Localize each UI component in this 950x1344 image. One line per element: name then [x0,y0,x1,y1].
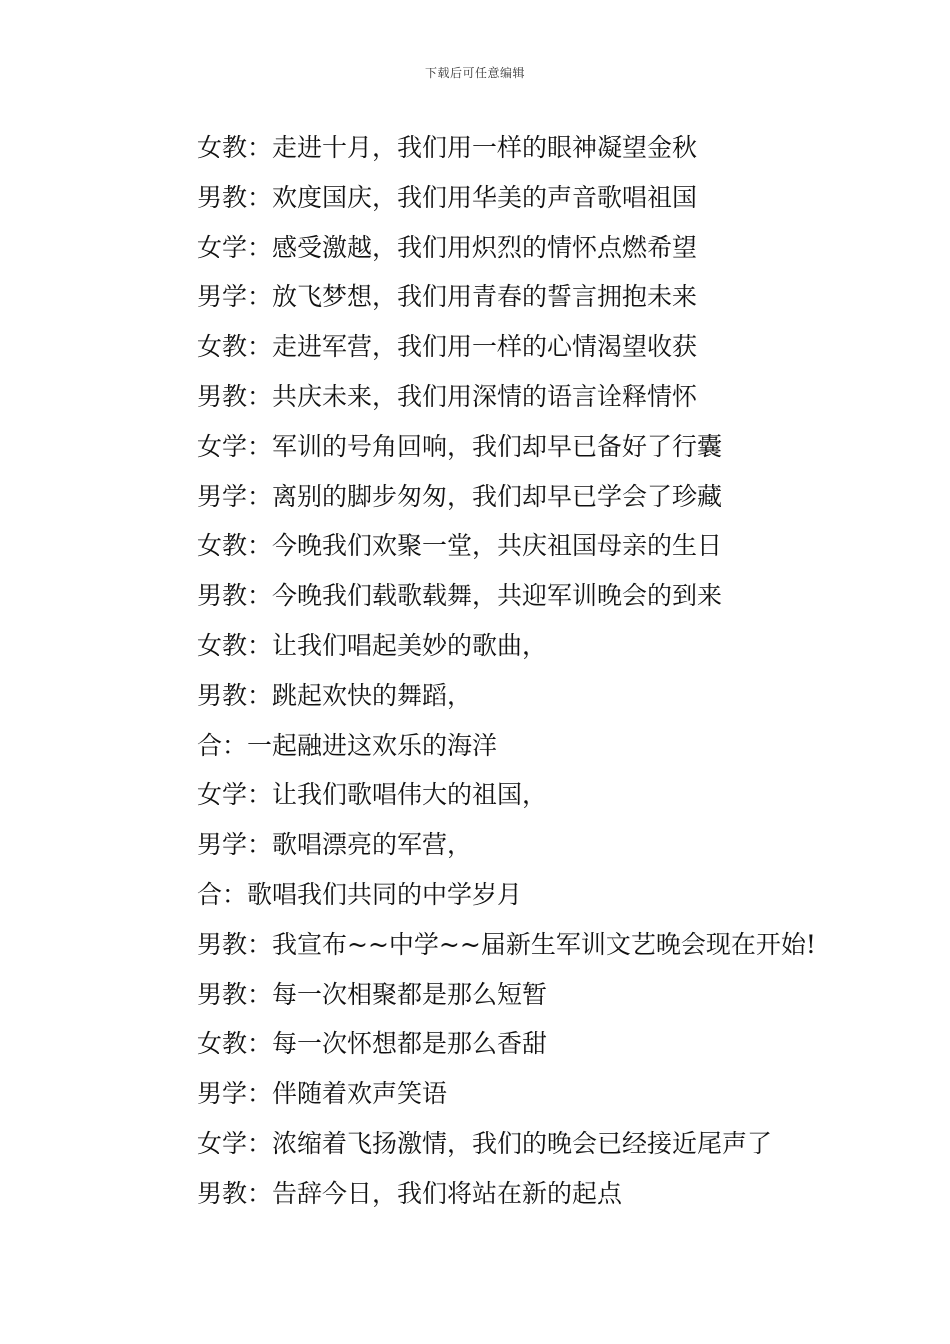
speaker-separator: ： [247,830,273,860]
script-line [197,277,897,327]
speaker-label: 男教 [197,182,248,212]
speaker-separator: ： [247,282,273,312]
speaker-separator: ： [247,780,273,810]
speaker-separator: ： [247,680,273,710]
speaker-label: 女教 [197,332,248,362]
script-line [197,526,897,576]
speaker-label: 男教 [197,581,248,611]
script-line [197,775,897,825]
script-line [197,1174,897,1224]
speaker-separator: ： [247,979,273,1009]
script-line [197,377,897,427]
line-text: 一起融进这欢乐的海洋 [247,730,498,760]
speaker-label: 男教 [197,680,248,710]
line-text: 离别的脚步匆匆，我们却早已学会了珍藏 [272,481,723,511]
speaker-label: 男教 [197,979,248,1009]
line-text: 让我们唱起美妙的歌曲， [272,630,548,660]
speaker-separator: ： [247,630,273,660]
speaker-label: 男教 [197,929,248,959]
speaker-separator: ： [247,1079,273,1109]
line-text: 告辞今日，我们将站在新的起点 [272,1178,623,1208]
script-line [197,925,897,975]
speaker-label: 女学 [197,232,248,262]
speaker-label: 女学 [197,1128,248,1158]
script-line [197,228,897,278]
script-line [197,178,897,228]
script-line [197,1024,897,1074]
line-text: 走进十月，我们用一样的眼神凝望金秋 [272,133,698,162]
speaker-label: 合 [197,879,223,909]
speaker-label: 合 [197,730,223,760]
line-text: 共庆未来，我们用深情的语言诠释情怀 [272,381,698,411]
script-line [197,477,897,527]
speaker-separator: ： [247,581,273,611]
speaker-label: 男教 [197,381,248,411]
speaker-label: 女教 [197,531,248,561]
line-text: 放飞梦想，我们用青春的誓言拥抱未来 [272,282,698,312]
line-text: 歌唱我们共同的中学岁月 [247,879,523,909]
speaker-separator: ： [247,332,273,362]
speaker-label: 女教 [197,133,248,162]
script-line [197,975,897,1025]
script-line [197,676,897,726]
page-header: 下载后可任意编辑 [424,66,525,80]
line-text: 今晚我们欢聚一堂，共庆祖国母亲的生日 [272,531,723,561]
line-text: 今晚我们载歌载舞，共迎军训晚会的到来 [272,581,723,611]
speaker-label: 女教 [197,630,248,660]
line-text: 伴随着欢声笑语 [272,1079,448,1109]
line-text: 让我们歌唱伟大的祖国， [272,780,548,810]
speaker-separator: ： [247,481,273,511]
line-text: 走进军营，我们用一样的心情渴望收获 [272,332,698,362]
speaker-separator: ： [247,133,273,162]
script-line [197,1074,897,1124]
speaker-separator: ： [247,182,273,212]
speaker-separator: ： [247,929,273,959]
line-text: 欢度国庆，我们用华美的声音歌唱祖国 [272,182,698,212]
script-line [197,576,897,626]
script-line [197,825,897,875]
speaker-label: 女学 [197,780,248,810]
line-text: 每一次怀想都是那么香甜 [272,1029,548,1059]
script-line [197,626,897,676]
speaker-label: 男学 [197,830,248,860]
speaker-label: 女教 [197,1029,248,1059]
line-text: 浓缩着飞扬激情，我们的晚会已经接近尾声了 [272,1128,773,1158]
speaker-separator: ： [222,879,248,909]
line-text: 感受激越，我们用炽烈的情怀点燃希望 [272,232,698,262]
speaker-label: 女学 [197,431,248,461]
speaker-label: 男学 [197,481,248,511]
script-line [197,726,897,776]
speaker-label: 男教 [197,1178,248,1208]
script-line [197,128,897,178]
script-line [197,1124,897,1174]
speaker-separator: ： [222,730,248,760]
line-text: 每一次相聚都是那么短暂 [272,979,548,1009]
script-lines [197,128,897,1224]
speaker-label: 男学 [197,1079,248,1109]
speaker-separator: ： [247,232,273,262]
line-text: 歌唱漂亮的军营， [272,830,473,860]
speaker-label: 男学 [197,282,248,312]
line-text: 跳起欢快的舞蹈， [272,680,473,710]
script-line [197,875,897,925]
line-text: 军训的号角回响，我们却早已备好了行囊 [272,431,723,461]
speaker-separator: ： [247,1178,273,1208]
speaker-separator: ： [247,1029,273,1059]
script-line [197,327,897,377]
speaker-separator: ： [247,381,273,411]
line-text: 我宣布~~中学~~届新生军训文艺晚会现在开始! [272,929,816,959]
script-line [197,427,897,477]
speaker-separator: ： [247,1128,273,1158]
speaker-separator: ： [247,531,273,561]
speaker-separator: ： [247,431,273,461]
